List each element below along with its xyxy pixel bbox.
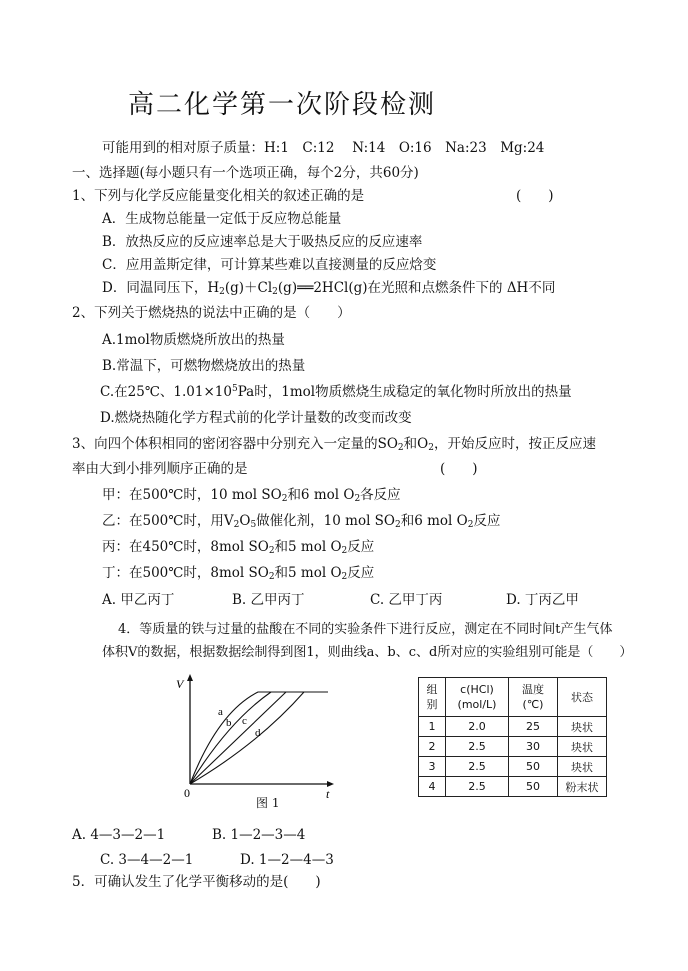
q1-answer-paren: ( )	[516, 188, 554, 204]
table-row	[419, 757, 607, 777]
cell-concentration: 2.5	[446, 737, 509, 757]
cell-state: 块状	[558, 737, 607, 757]
q3-option-d: D. 丁丙乙甲	[506, 592, 579, 608]
q3-stem-line2: 率由大到小排列顺序正确的是	[72, 461, 248, 477]
q3-option-b: B. 乙甲丙丁	[232, 592, 305, 608]
cell-concentration: 2.0	[446, 717, 509, 737]
figure-caption: 图 1	[256, 796, 280, 810]
curve-label-d: d	[255, 727, 261, 739]
q1-option-a: A．生成物总能量一定低于反应物总能量	[102, 211, 342, 227]
q5-stem: 5．可确认发生了化学平衡移动的是( )	[72, 874, 321, 890]
cell-group: 1	[419, 717, 446, 737]
cell-state: 块状	[558, 757, 607, 777]
q1-stem: 1、下列与化学反应能量变化相关的叙述正确的是	[72, 188, 365, 204]
q1-option-d: D．同温同压下，$H_2(g)+Cl_2(g)══2HCl(g)$在光照和点燃条件下的 ΔH不同	[102, 280, 556, 297]
table-row	[419, 717, 607, 737]
cell-group: 3	[419, 757, 446, 777]
cell-group: 2	[419, 737, 446, 757]
q4-option-c: C. 3—4—2—1	[100, 852, 194, 868]
cell-group: 4	[419, 777, 446, 797]
header-state: 状态	[558, 678, 607, 717]
q3-stem-line1: 3、向四个体积相同的密闭容器中分别充入一定量的$SO_2$和$O_2$，开始反应时，按正反应速	[72, 436, 596, 453]
q1-option-c: C．应用盖斯定律，可计算某些难以直接测量的反应焓变	[102, 257, 437, 273]
q4-option-b: B. 1—2—3—4	[212, 827, 306, 843]
header-group: 组 别	[419, 678, 446, 717]
axis-t-label: t	[326, 787, 330, 801]
q3-condition-jia: 甲：在500℃时，10 mol $SO_2$和6 mol $O_2$各反应	[102, 487, 401, 504]
table-header-row	[419, 678, 607, 717]
table-row	[419, 737, 607, 757]
curve-label-c: c	[242, 715, 247, 727]
page-title: 高二化学第一次阶段检测	[128, 90, 437, 120]
q3-answer-paren: ( )	[440, 461, 478, 477]
header-concentration: c(HCl) (mol/L)	[446, 678, 509, 717]
q4-option-a: A. 4—3—2—1	[72, 827, 166, 843]
q3-condition-yi: 乙：在500℃时，用$V_2O_5$做催化剂，10 mol $SO_2$和6 mol $O_2$反应	[102, 513, 501, 530]
cell-temperature: 50	[509, 777, 558, 797]
q1-option-b: B．放热反应的反应速率总是大于吸热反应的反应速率	[102, 234, 423, 250]
header-temperature: 温度 (℃)	[509, 678, 558, 717]
q3-option-a: A. 甲乙丙丁	[102, 592, 175, 608]
origin-label: 0	[184, 786, 190, 800]
figure-1-graph	[168, 672, 338, 812]
q3-option-c: C. 乙甲丁丙	[370, 592, 443, 608]
curve-label-a: a	[218, 706, 223, 718]
cell-state: 粉末状	[558, 777, 607, 797]
q4-stem-line2: 体积V的数据，根据数据绘制得到图1，则曲线a、b、c、d所对应的实验组别可能是（ ）	[102, 645, 633, 660]
cell-state: 块状	[558, 717, 607, 737]
q2-option-c: C.在25℃、$1.01\times 10^5Pa$时，1mol物质燃烧生成稳定的氧化物时所放出的热量	[100, 384, 572, 400]
cell-concentration: 2.5	[446, 777, 509, 797]
cell-concentration: 2.5	[446, 757, 509, 777]
axis-v-label: V	[176, 677, 184, 691]
curve-d	[190, 692, 304, 784]
experiment-table	[418, 677, 607, 797]
q2-stem: 2、下列关于燃烧热的说法中正确的是（ ）	[72, 305, 351, 321]
q2-option-d: D.燃烧热随化学方程式前的化学计量数的改变而改变	[100, 410, 412, 426]
curve-label-b: b	[226, 717, 232, 729]
y-axis-arrow	[187, 674, 193, 681]
atomic-masses: 可能用到的相对原子质量：H:1 C:12 N:14 O:16 Na:23 Mg:24	[102, 140, 545, 156]
section-heading: 一、选择题(每小题只有一个选项正确，每个2分，共60分)	[72, 165, 419, 181]
q2-option-a: A.1mol物质燃烧所放出的热量	[102, 332, 285, 348]
q4-option-d: D. 1—2—4—3	[240, 852, 334, 868]
q2-option-b: B.常温下，可燃物燃烧放出的热量	[102, 358, 306, 374]
q3-condition-ding: 丁：在500℃时，8mol $SO_2$和5 mol $O_2$反应	[102, 565, 375, 582]
table-row	[419, 777, 607, 797]
q3-condition-bing: 丙：在450℃时，8mol $SO_2$和5 mol $O_2$反应	[102, 539, 375, 556]
q4-stem-line1: 4．等质量的铁与过量的盐酸在不同的实验条件下进行反应，测定在不同时间t产生气体	[118, 622, 613, 637]
cell-temperature: 50	[509, 757, 558, 777]
cell-temperature: 25	[509, 717, 558, 737]
cell-temperature: 30	[509, 737, 558, 757]
